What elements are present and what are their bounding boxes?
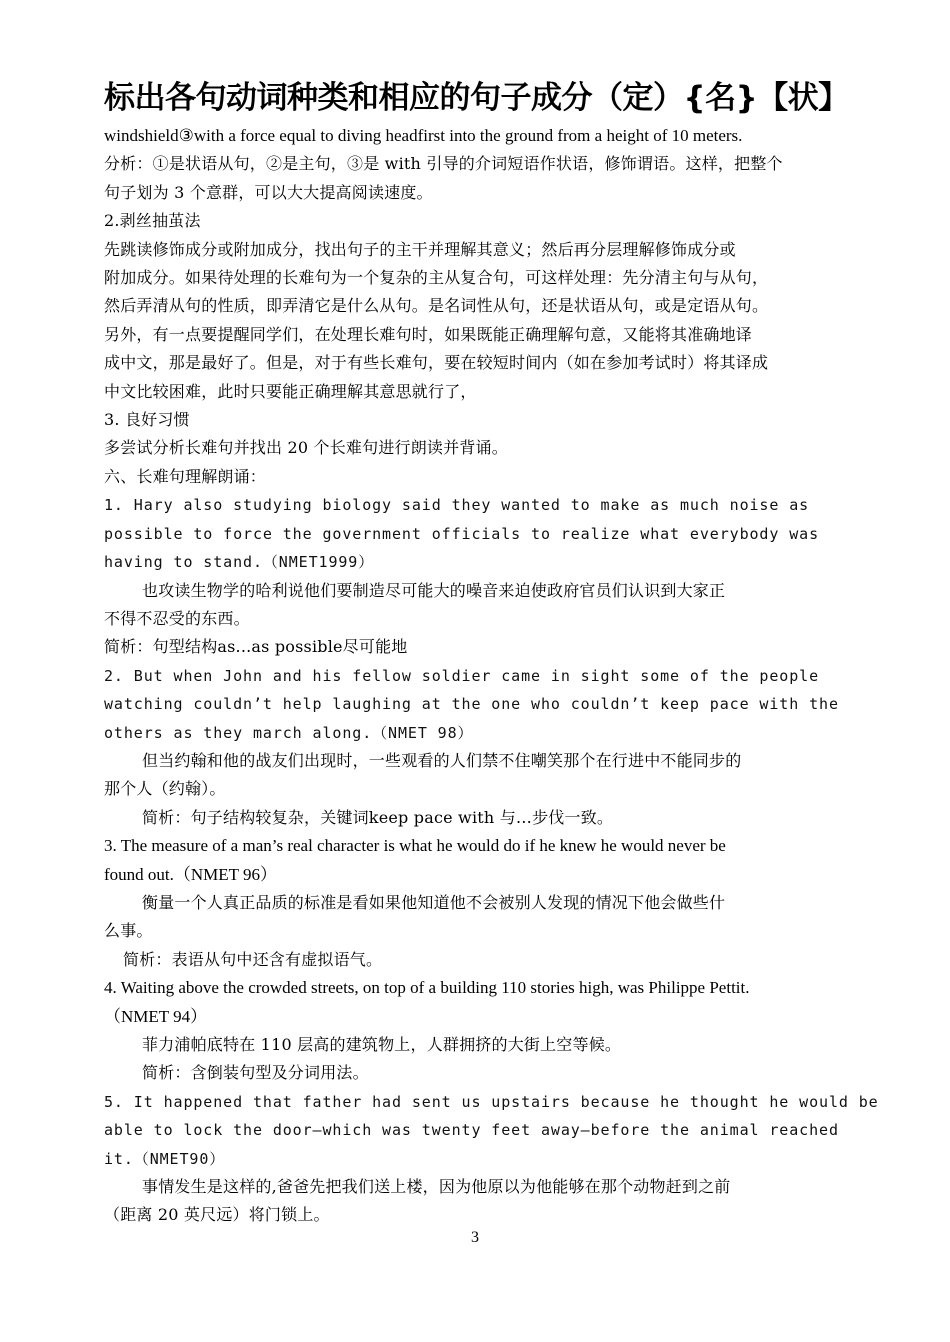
text-line: 也攻读生物学的哈利说他们要制造尽可能大的噪音来迫使政府官员们认识到大家正 [142,580,726,600]
text-line: it.（NMET90） [104,1149,226,1168]
text-line: 简析：句子结构较复杂，关键词keep pace with 与…步伐一致。 [142,807,614,827]
text-line: watching couldn’t help laughing at the one who couldn’t keep pace with the [104,695,839,714]
text-line: 2.剥丝抽茧法 [104,211,201,231]
text-line: able to lock the door—which was twenty feet away—before the animal reached [104,1121,839,1140]
text-line: 5. It happened that father had sent us upstairs because he thought he would be [104,1092,879,1111]
text-line: 简析：表语从句中还含有虚拟语气。 [123,949,383,969]
text-line: 先跳读修饰成分或附加成分，找出句子的主干并理解其意义；然后再分层理解修饰成分或 [104,239,736,259]
text-line: 附加成分。如果待处理的长难句为一个复杂的主从复合句，可这样处理：先分清主句与从句， [104,268,769,288]
text-line: 么事。 [104,921,153,941]
text-line: （距离 20 英尺远）将门锁上。 [104,1205,330,1225]
text-line: 2. But when John and his fellow soldier came in sight some of the people [104,666,820,685]
document-body [104,122,879,1230]
text-line: having to stand.（NMET1999） [104,553,375,572]
text-line: 4. Waiting above the crowded streets, on top of a building 110 stories high, was Philippe Pettit. [104,978,750,998]
text-line: 简析：含倒装句型及分词用法。 [142,1063,369,1083]
text-line: 1. Hary also studying biology said they wanted to make as much noise as [104,496,810,515]
text-line: 中文比较困难，此时只要能正确理解其意思就行了， [104,381,477,401]
page-title: 标出各句动词种类和相应的句子成分（定）{名}【状】 [104,80,849,116]
text-line: 那个人（约翰）。 [104,779,226,799]
text-line: 句子划为 3 个意群，可以大大提高阅读速度。 [104,182,433,202]
document-page [104,78,879,1230]
text-line: 但当约翰和他的战友们出现时，一些观看的人们禁不住嘲笑那个在行进中不能同步的 [142,750,742,770]
page-number: 3 [471,1229,479,1246]
text-line: 菲力浦帕底特在 110 层高的建筑物上，人群拥挤的大街上空等候。 [142,1035,622,1054]
text-line: 另外，有一点要提醒同学们，在处理长难句时，如果既能正确理解句意，又能将其准确地译 [104,324,753,344]
text-line: 事情发生是这样的,爸爸先把我们送上楼，因为他原以为他能够在那个动物赶到之前 [142,1177,731,1197]
text-line: possible to force the government officials to realize what everybody was [104,524,820,543]
text-line: 分析：①是状语从句，②是主句，③是 with 引导的介词短语作状语，修饰谓语。这样，把整个 [104,154,783,174]
text-line: 不得不忍受的东西。 [104,608,250,628]
text-line: 成中文，那是最好了。但是，对于有些长难句，要在较短时间内（如在参加考试时）将其译成 [104,353,769,373]
text-line: windshield③with a force equal to diving headfirst into the ground from a height of 10 meters. [104,126,743,145]
text-line: 简析：句型结构as...as possible尽可能地 [104,637,408,657]
text-line: others as they march along.（NMET 98） [104,723,474,742]
text-line: 多尝试分析长难句并找出 20 个长难句进行朗读并背诵。 [104,438,508,458]
text-line: 3. 良好习惯 [104,410,190,430]
text-line: 六、长难句理解朗诵： [104,466,267,486]
text-line: （NMET 94） [104,1006,208,1026]
text-line: 然后弄清从句的性质，即弄清它是什么从句。是名词性从句，还是状语从句，或是定语从句。 [104,296,769,316]
text-line: found out.（NMET 96） [104,864,277,884]
text-line: 衡量一个人真正品质的标准是看如果他知道他不会被别人发现的情况下他会做些什 [142,892,726,912]
text-line: 3. The measure of a man’s real character is what he would do if he knew he would never be [104,836,726,856]
